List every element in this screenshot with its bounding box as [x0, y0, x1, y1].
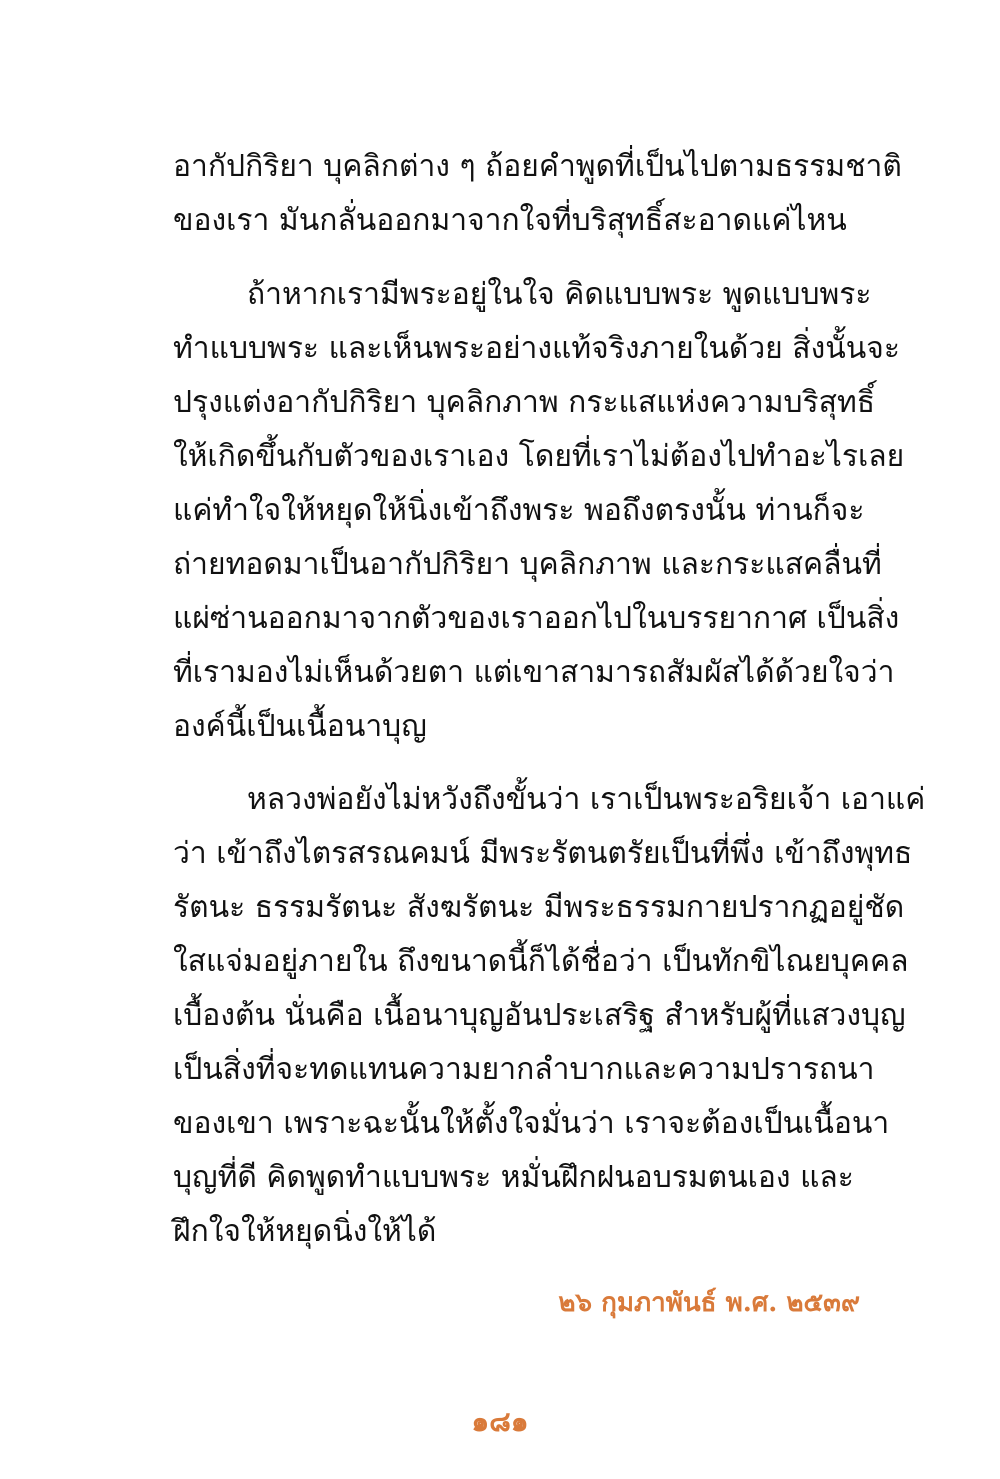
paragraph-line: ให้เกิดขึ้นกับตัวของเราเอง โดยที่เราไม่ต้องไปทำอะไรเลย — [173, 439, 905, 474]
paragraph-1 — [173, 140, 902, 248]
paragraph-line: องค์นี้เป็นเนื้อนาบุญ — [173, 709, 427, 744]
paragraph-line: ปรุงแต่งอากัปกิริยา บุคลิกภาพ กระแสแห่งความบริสุทธิ์ — [173, 385, 876, 420]
date-signature: ๒๖ กุมภาพันธ์ พ.ศ. ๒๕๓๙ — [558, 1288, 860, 1318]
paragraph-line: หลวงพ่อยังไม่หวังถึงขั้นว่า เราเป็นพระอริยเจ้า เอาแค่ — [247, 782, 926, 817]
paragraph-line: ของเรา มันกลั่นออกมาจากใจที่บริสุทธิ์สะอาดแค่ไหน — [173, 203, 847, 238]
paragraph-line: ถ้าหากเรามีพระอยู่ในใจ คิดแบบพระ พูดแบบพระ — [247, 277, 872, 312]
paragraph-line: ฝึกใจให้หยุดนิ่งให้ได้ — [173, 1214, 437, 1249]
paragraph-line: รัตนะ ธรรมรัตนะ สังฆรัตนะ มีพระธรรมกายปรากฏอยู่ชัด — [173, 890, 905, 925]
paragraph-line: ที่เรามองไม่เห็นด้วยตา แต่เขาสามารถสัมผัสได้ด้วยใจว่า — [173, 655, 895, 690]
paragraph-line: ว่า เข้าถึงไตรสรณคมน์ มีพระรัตนตรัยเป็นที่พึ่ง เข้าถึงพุทธ — [173, 836, 913, 871]
paragraph-line: ทำแบบพระ และเห็นพระอย่างแท้จริงภายในด้วย สิ่งนั้นจะ — [173, 331, 900, 366]
paragraph-2 — [173, 268, 905, 754]
paragraph-line: เป็นสิ่งที่จะทดแทนความยากลำบากและความปรารถนา — [173, 1052, 875, 1087]
paragraph-line: ใสแจ่มอยู่ภายใน ถึงขนาดนี้ก็ได้ชื่อว่า เป็นทักขิไณยบุคคล — [173, 944, 909, 979]
paragraph-line: แค่ทำใจให้หยุดให้นิ่งเข้าถึงพระ พอถึงตรงนั้น ท่านก็จะ — [173, 493, 865, 528]
paragraph-line: เบื้องต้น นั่นคือ เนื้อนาบุญอันประเสริฐ สำหรับผู้ที่แสวงบุญ — [173, 998, 906, 1033]
page-number: ๑๘๑ — [471, 1405, 529, 1438]
paragraph-line: ถ่ายทอดมาเป็นอากัปกิริยา บุคลิกภาพ และกระแสคลื่นที่ — [173, 547, 882, 582]
paragraph-line: บุญที่ดี คิดพูดทำแบบพระ หมั่นฝึกฝนอบรมตนเอง และ — [173, 1160, 854, 1195]
paragraph-3 — [173, 773, 926, 1259]
paragraph-line: ของเขา เพราะฉะนั้นให้ตั้งใจมั่นว่า เราจะต้องเป็นเนื้อนา — [173, 1106, 890, 1141]
paragraph-line: อากัปกิริยา บุคลิกต่าง ๆ ถ้อยคำพูดที่เป็นไปตามธรรมชาติ — [173, 149, 902, 184]
paragraph-line: แผ่ซ่านออกมาจากตัวของเราออกไปในบรรยากาศ เป็นสิ่ง — [173, 601, 900, 636]
